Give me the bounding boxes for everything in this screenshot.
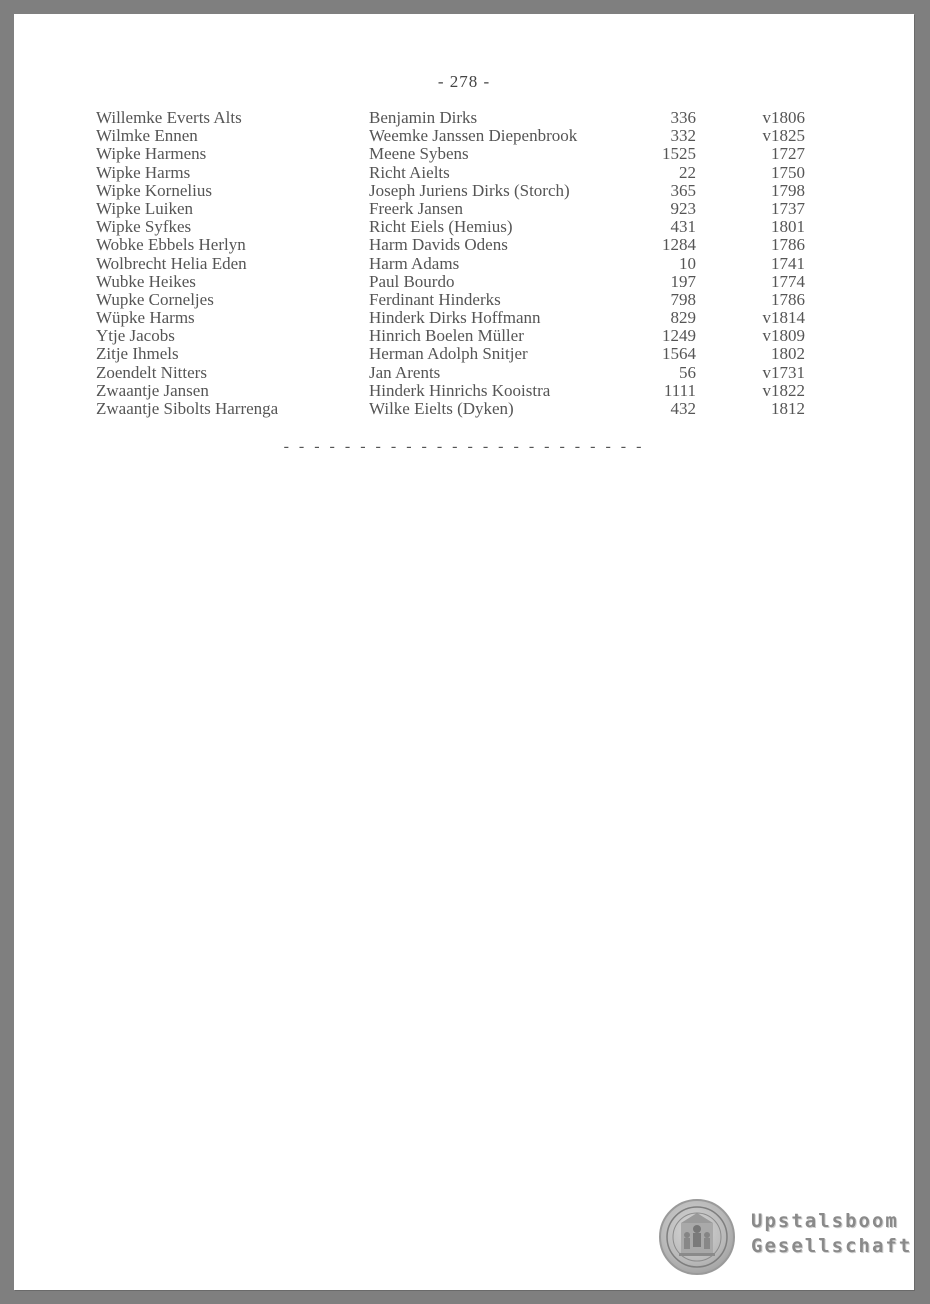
name-cell: Wüpke Harms [96,308,195,328]
spouse-cell: Herman Adolph Snitjer [369,344,528,364]
table-row [96,127,826,145]
spouse-cell: Hinrich Boelen Müller [369,326,524,346]
year-cell: v1814 [762,308,805,328]
spouse-cell: Benjamin Dirks [369,108,478,127]
number-cell: 829 [670,308,696,328]
spouse-cell: Harm Adams [369,253,460,273]
name-cell: Wipke Harms [96,162,191,182]
year-cell: 1750 [771,162,805,182]
table-row [96,291,826,309]
name-cell: Wobke Ebbels Herlyn [96,235,246,255]
name-cell: Ytje Jacobs [96,326,175,346]
spouse-cell: Hinderk Dirks Hoffmann [369,308,541,328]
table-row [96,364,826,382]
name-cell: Wipke Harmens [96,144,207,164]
name-cell: Wipke Luiken [96,198,194,218]
table-row [96,273,826,291]
number-cell: 56 [679,362,696,382]
table-row [96,309,826,327]
logo-line-2: Gesellschaft [751,1235,913,1257]
name-cell: Wipke Kornelius [96,180,212,200]
year-cell: 1812 [771,399,805,418]
number-cell: 10 [679,253,696,273]
number-cell: 431 [670,217,696,237]
name-cell: Willemke Everts Alts [96,108,242,127]
table-row [96,200,826,218]
spouse-cell: Jan Arents [369,362,441,382]
spouse-cell: Wilke Eielts (Dyken) [369,399,514,418]
spouse-cell: Richt Aielts [369,162,450,182]
table-row [96,164,826,182]
name-cell: Zwaantje Sibolts Harrenga [96,399,279,418]
name-cell: Zwaantje Jansen [96,380,209,400]
number-cell: 1564 [662,344,696,364]
year-cell: v1806 [762,108,805,127]
end-rule: - - - - - - - - - - - - - - - - - - - - - - - - [283,438,645,455]
year-cell: v1809 [762,326,805,346]
seal-icon [659,1199,735,1275]
name-cell: Zoendelt Nitters [96,362,207,382]
year-cell: 1802 [771,344,805,364]
spouse-cell: Meene Sybens [369,144,469,164]
year-cell: 1786 [771,235,805,255]
number-cell: 432 [670,399,696,418]
spouse-cell: Ferdinant Hinderks [369,289,501,309]
number-cell: 1111 [663,380,696,400]
year-cell: 1727 [771,144,805,164]
number-cell: 22 [679,162,696,182]
table-row [96,109,826,127]
year-cell: 1737 [771,198,805,218]
number-cell: 197 [670,271,696,291]
year-cell: 1786 [771,289,805,309]
number-cell: 1525 [662,144,696,164]
spouse-cell: Harm Davids Odens [369,235,508,255]
year-cell: v1731 [762,362,805,382]
table-row [96,182,826,200]
spouse-cell: Paul Bourdo [369,271,455,291]
spouse-cell: Joseph Juriens Dirks (Storch) [369,180,570,200]
register-table [96,109,826,418]
table-row [96,255,826,273]
name-cell: Wupke Corneljes [96,289,214,309]
table-row [96,400,826,418]
spouse-cell: Hinderk Hinrichs Kooistra [369,380,551,400]
spouse-cell: Freerk Jansen [369,198,463,218]
number-cell: 798 [670,289,696,309]
name-cell: Wipke Syfkes [96,217,192,237]
number-cell: 332 [670,126,696,146]
spouse-cell: Weemke Janssen Diepenbrook [369,126,578,146]
name-cell: Wolbrecht Helia Eden [96,253,247,273]
table-row [96,382,826,400]
name-cell: Wubke Heikes [96,271,196,291]
number-cell: 923 [670,198,696,218]
year-cell: 1741 [771,253,805,273]
year-cell: 1801 [771,217,805,237]
number-cell: 1284 [662,235,696,255]
number-cell: 365 [670,180,696,200]
year-cell: v1825 [762,126,805,146]
spouse-cell: Richt Eiels (Hemius) [369,217,513,237]
year-cell: 1774 [771,271,805,291]
year-cell: v1822 [762,380,805,400]
document-page [14,14,914,1290]
table-row [96,236,826,254]
page-number: - 278 - [437,72,491,91]
number-cell: 1249 [662,326,696,346]
table-row [96,345,826,363]
year-cell: 1798 [771,180,805,200]
publisher-logo [659,1199,913,1279]
table-row [96,145,826,163]
table-row [96,327,826,345]
name-cell: Wilmke Ennen [96,126,198,146]
name-cell: Zitje Ihmels [96,344,179,364]
table-row [96,218,826,236]
number-cell: 336 [670,108,696,127]
logo-line-1: Upstalsboom [751,1210,899,1232]
